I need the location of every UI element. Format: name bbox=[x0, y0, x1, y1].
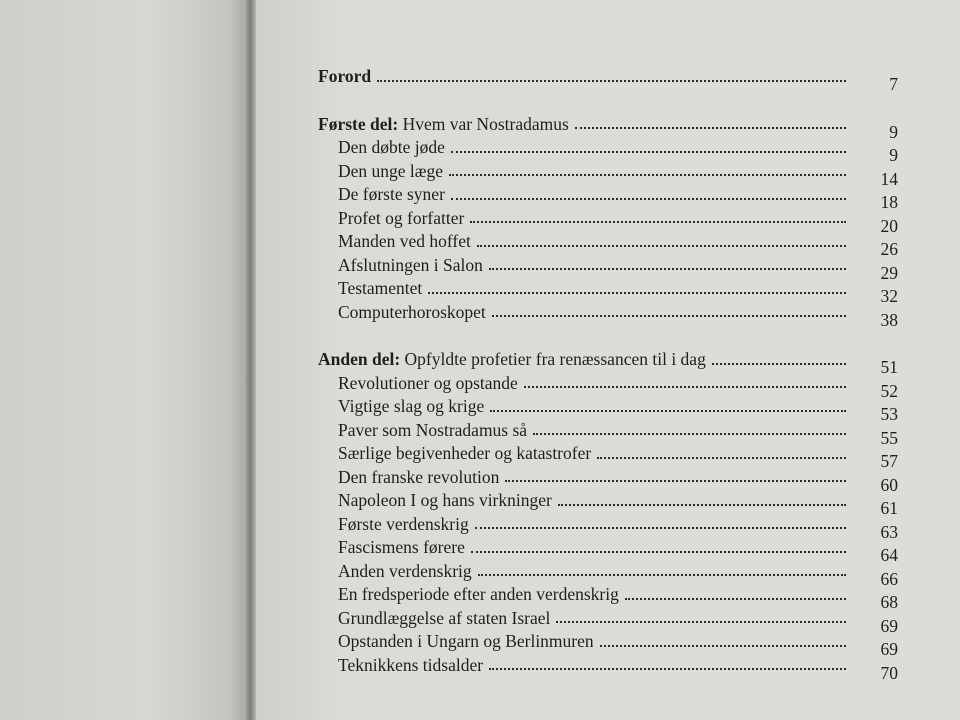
entry-title: Napoleon I og hans virkninger bbox=[338, 490, 552, 510]
entry-title: Anden verdenskrig bbox=[338, 560, 472, 581]
part2-entries bbox=[318, 369, 898, 683]
dot-leader bbox=[597, 456, 846, 459]
dot-leader bbox=[477, 244, 846, 247]
entry-title: Vigtige slag og krige bbox=[338, 396, 485, 416]
dot-leader bbox=[475, 526, 846, 529]
page-number: 63 bbox=[880, 521, 898, 542]
part-title: Opfyldte profetier fra renæssancen til i dag bbox=[400, 349, 706, 369]
page-number: 9 bbox=[889, 145, 898, 165]
toc-entry bbox=[318, 251, 898, 283]
entry-title: Den franske revolution bbox=[338, 466, 500, 487]
entry-title: Afslutningen i Salon bbox=[338, 254, 483, 275]
toc-entry bbox=[318, 416, 898, 448]
page-number: 20 bbox=[880, 215, 898, 236]
toc-entry bbox=[318, 180, 898, 212]
part-label: Første del: bbox=[318, 113, 399, 134]
toc-entry bbox=[318, 392, 898, 424]
toc-entry bbox=[318, 227, 898, 259]
toc-entry bbox=[318, 604, 898, 636]
page-number: 70 bbox=[880, 662, 898, 683]
page-number: 64 bbox=[880, 545, 898, 565]
entry-title: Paver som Nostradamus så bbox=[338, 419, 528, 440]
toc-entry bbox=[318, 157, 898, 189]
page-number: 55 bbox=[880, 427, 898, 448]
entry-title: Særlige begivenheder og katastrofer bbox=[338, 443, 592, 463]
dot-leader bbox=[505, 479, 846, 482]
toc-entry bbox=[318, 557, 898, 589]
toc-entry bbox=[318, 463, 898, 495]
dot-leader bbox=[533, 432, 846, 435]
entry-title: En fredsperiode efter anden verdenskrig bbox=[338, 584, 619, 604]
page-number: 69 bbox=[880, 639, 898, 659]
part1-entries bbox=[318, 133, 898, 330]
table-of-contents bbox=[318, 62, 898, 683]
dot-leader bbox=[524, 385, 846, 388]
page-number: 38 bbox=[880, 309, 898, 330]
left-book-page bbox=[0, 0, 248, 720]
dot-leader bbox=[449, 173, 846, 176]
page-number: 26 bbox=[880, 239, 898, 259]
entry-title: Den unge læge bbox=[338, 160, 443, 181]
toc-entry bbox=[318, 439, 898, 471]
toc-entry bbox=[318, 510, 898, 542]
page-number: 57 bbox=[880, 451, 898, 471]
dot-leader bbox=[489, 267, 846, 270]
entry-title: Første verdenskrig bbox=[338, 513, 469, 534]
toc-part-heading-1 bbox=[318, 110, 898, 142]
toc-entry-forord bbox=[318, 62, 898, 94]
dot-leader bbox=[490, 409, 846, 412]
toc-entry bbox=[318, 651, 898, 683]
dot-leader bbox=[492, 314, 846, 317]
forord-label: Forord bbox=[318, 66, 372, 86]
entry-title: Den døbte jøde bbox=[338, 137, 445, 157]
entry-title: De første syner bbox=[338, 184, 445, 204]
page-number: 51 bbox=[880, 357, 898, 377]
entry-title: Revolutioner og opstande bbox=[338, 372, 518, 393]
dot-leader bbox=[575, 126, 846, 129]
dot-leader bbox=[478, 573, 846, 576]
page-number: 9 bbox=[889, 121, 898, 142]
dot-leader bbox=[556, 620, 846, 623]
entry-title: Testamentet bbox=[338, 278, 423, 298]
toc-part-heading-2 bbox=[318, 345, 898, 377]
page-number: 14 bbox=[880, 168, 898, 189]
page-number: 61 bbox=[880, 498, 898, 518]
dot-leader bbox=[471, 550, 846, 553]
book-gutter bbox=[246, 0, 256, 720]
dot-leader bbox=[712, 362, 846, 365]
dot-leader bbox=[428, 291, 846, 294]
toc-entry bbox=[318, 486, 898, 518]
entry-title: Computerhoroskopet bbox=[338, 301, 486, 322]
dot-leader bbox=[377, 79, 846, 82]
dot-leader bbox=[625, 597, 846, 600]
page-number: 66 bbox=[880, 568, 898, 589]
dot-leader bbox=[558, 503, 846, 506]
toc-entry bbox=[318, 627, 898, 659]
toc-entry bbox=[318, 533, 898, 565]
page-number: 60 bbox=[880, 474, 898, 495]
page-number: 52 bbox=[880, 380, 898, 401]
entry-title: Opstanden i Ungarn og Berlinmuren bbox=[338, 631, 594, 651]
entry-title: Teknikkens tidsalder bbox=[338, 654, 484, 675]
toc-entry bbox=[318, 204, 898, 236]
entry-title: Fascismens førere bbox=[338, 537, 465, 557]
dot-leader bbox=[451, 150, 846, 153]
toc-entry bbox=[318, 274, 898, 306]
page-number: 18 bbox=[880, 192, 898, 212]
page-number: 29 bbox=[880, 262, 898, 283]
page-number: 53 bbox=[880, 404, 898, 424]
part-label: Anden del: bbox=[318, 349, 401, 369]
page-number: 69 bbox=[880, 615, 898, 636]
toc-entry bbox=[318, 369, 898, 401]
entry-title: Manden ved hoffet bbox=[338, 231, 471, 251]
dot-leader bbox=[600, 644, 846, 647]
page-number: 68 bbox=[880, 592, 898, 612]
toc-entry bbox=[318, 580, 898, 612]
part-title: Hvem var Nostradamus bbox=[398, 113, 569, 134]
dot-leader bbox=[489, 667, 846, 670]
toc-entry bbox=[318, 298, 898, 330]
toc-entry bbox=[318, 133, 898, 165]
entry-title: Profet og forfatter bbox=[338, 207, 465, 228]
entry-title: Grundlæggelse af staten Israel bbox=[338, 607, 551, 628]
dot-leader bbox=[451, 197, 846, 200]
page-number: 32 bbox=[880, 286, 898, 306]
dot-leader bbox=[470, 220, 846, 223]
page-number: 7 bbox=[889, 74, 898, 94]
